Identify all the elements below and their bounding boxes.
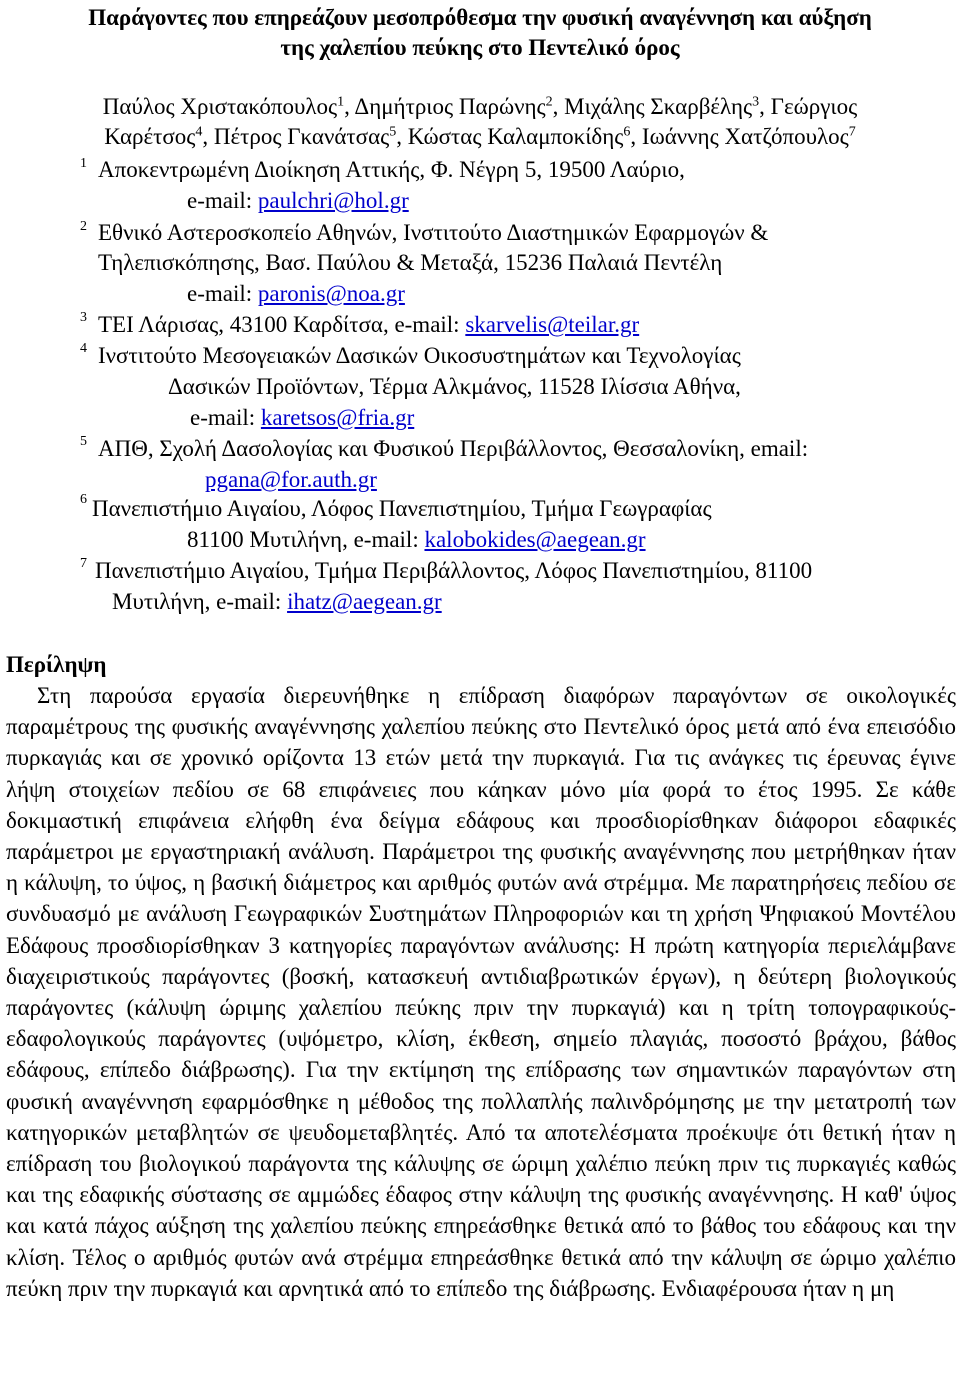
- author-name: , Κώστας Καλαμποκίδης: [396, 124, 624, 149]
- authors-line-1: [0, 92, 960, 122]
- author-affiliation-marker: 2: [545, 94, 553, 110]
- author-name: , Δημήτριος Παρώνης: [344, 94, 546, 119]
- affiliation-2-line-2: Τηλεπισκόπησης, Βασ. Παύλου & Μεταξά, 15236 Παλαιά Πεντέλη: [98, 250, 723, 275]
- affiliation-3-line-1: [98, 310, 639, 340]
- author-name: , Γεώργιος: [759, 94, 858, 119]
- affiliation-text: Μυτιλήνη, e-mail:: [112, 589, 288, 614]
- affiliation-text: 81100 Μυτιλήνη, e-mail:: [187, 527, 425, 552]
- author-name: Καρέτσος: [104, 124, 196, 149]
- affiliation-number: 6: [80, 492, 87, 507]
- author-affiliation-marker: 7: [848, 124, 856, 140]
- affiliation-number: 4: [80, 341, 87, 356]
- email-link[interactable]: paronis@noa.gr: [257, 281, 405, 306]
- abstract-body: [6, 680, 956, 1304]
- affiliation-text: ΤΕΙ Λάρισας, 43100 Καρδίτσα, e-mail:: [98, 312, 466, 337]
- affiliation-1-line-1: Αποκεντρωμένη Διοίκηση Αττικής, Φ. Νέγρη 5, 19500 Λαύριο,: [98, 157, 685, 182]
- affiliation-4-email-line: [190, 403, 414, 433]
- author-affiliation-marker: 1: [337, 94, 345, 110]
- affiliation-6-line-1: Πανεπιστήμιο Αιγαίου, Λόφος Πανεπιστημίου, Τμήμα Γεωγραφίας: [92, 496, 712, 521]
- affiliation-2-email-line: [187, 279, 405, 309]
- affiliation-6-line-2: [187, 525, 646, 555]
- email-label: e-mail:: [187, 188, 258, 213]
- abstract-paragraph: Στη παρούσα εργασία διερευνήθηκε η επίδραση διαφόρων παραγόντων σε οικολογικές παραμέτρους της φυσικής αναγέννησης χαλεπίου πεύκης στο Πεντελικό όρος μετά από ένα επεισόδιο πυρκαγιάς και σε χρονικό ορίζοντα 13 ετών μετά την πυρκαγιά. Για τις ανάγκες τις έρευνας έγινε λήψη στοιχείων πεδίου σε 68 επιφάνειες που κάηκαν μόνο μία φορά το έτος 1995. Σε κάθε δοκιμαστική επιφάνεια ελήφθη ένα δείγμα εδάφους και προσδιορίσθηκαν διάφοροι εδαφικές παράμετροι με εργαστηριακή ανάλυση. Παράμετροι της φυσικής αναγέννησης που μετρήθηκαν ήταν η κάλυψη, το ύψος, η βασική διάμετρος και αριθμός φυτών ανά στρέμμα. Με παρατηρήσεις πεδίου σε συνδυασμό με ανάλυση Γεωγραφικών Συστημάτων Πληροφοριών και τη χρήση Ψηφιακού Μοντέλου Εδάφους προσδιορίσθηκαν 3 κατηγορίες παραγόντων ανάλυσης: Η πρώτη κατηγορία περιελάμβανε διαχειριστικούς παράγοντες (βοσκή, κατασκευή αντιδιαβρωτικών έργων), η δεύτερη βιολογικούς παράγοντες (κάλυψη ώριμης χαλεπίου πεύκης πριν την πυρκαγιά) και η τρίτη τοπογραφικούς-εδαφολογικούς παράγοντες (υψόμετρο, κλίση, έκθεση, σημείο πλαγιάς, ποσοστό βράχου, βάθος εδάφους, επίπεδο διάβρωσης). Για την εκτίμηση της επίδρασης των σημαντικών παραγόντων στη φυσική αναγέννηση εφαρμόσθηκε η μέθοδος της πολλαπλής παλινδρόμησης με την μετατροπή των κατηγορικών μεταβλητών σε ψευδομεταβλητές. Από τα αποτελέσματα προέκυψε ότι θετική ήταν η επίδραση του βιολογικού παράγοντα της κάλυψης σε ώριμη χαλέπιο πεύκη πριν τις πυρκαγιές καθώς και της εδαφικής σύστασης σε αμμώδες έδαφος στην κάλυψη της φυσικής αναγέννησης. Η καθ' ύψος και κατά πάχος αύξηση της χαλεπίου πεύκης επηρεάσθηκε θετικά από το βάθος του εδάφους και την κλίση. Τέλος ο αριθμός φυτών ανά στρέμμα επηρεάσθηκε θετικά από την κάλυψη σε ώριμο χαλέπιο πεύκη πριν την πυρκαγιά και αρνητικά από το επίπεδο της διάβρωσης. Ενδιαφέρουσα ήταν η μη: [6, 683, 956, 1301]
- affiliation-number: 5: [80, 434, 87, 449]
- author-name: , Πέτρος Γκανάτσας: [202, 124, 390, 149]
- email-link[interactable]: kalobokides@aegean.gr: [424, 527, 646, 552]
- affiliation-number: 2: [80, 219, 87, 234]
- author-affiliation-marker: 5: [389, 124, 397, 140]
- paper-title-line-1: Παράγοντες που επηρεάζουν μεσοπρόθεσμα την φυσική αναγέννηση και αύξηση: [88, 5, 872, 30]
- affiliation-4-line-1: Ινστιτούτο Μεσογειακών Δασικών Οικοσυστημάτων και Τεχνολογίας: [98, 343, 741, 368]
- affiliation-5-line-1: ΑΠΘ, Σχολή Δασολογίας και Φυσικού Περιβάλλοντος, Θεσσαλονίκη, email:: [98, 436, 809, 461]
- author-affiliation-marker: 4: [195, 124, 203, 140]
- email-label: e-mail:: [187, 281, 258, 306]
- affiliation-1-email-line: [187, 186, 409, 216]
- affiliation-number: 3: [80, 310, 87, 325]
- affiliation-7-line-2: [112, 587, 442, 617]
- author-affiliation-marker: 6: [623, 124, 631, 140]
- affiliation-number: 1: [80, 156, 87, 171]
- affiliation-number: 7: [80, 556, 87, 571]
- author-name: , Μιχάλης Σκαρβέλης: [552, 94, 753, 119]
- email-link[interactable]: paulchri@hol.gr: [257, 188, 409, 213]
- author-name: , Ιωάννης Χατζόπουλος: [630, 124, 849, 149]
- affiliation-4-line-2: Δασικών Προϊόντων, Τέρμα Αλκμάνος, 11528 Ιλίσσια Αθήνα,: [168, 374, 741, 399]
- author-name: Παύλος Χριστακόπουλος: [102, 94, 338, 119]
- email-link[interactable]: ihatz@aegean.gr: [287, 589, 442, 614]
- email-link[interactable]: skarvelis@teilar.gr: [465, 312, 640, 337]
- authors-line-2: [0, 122, 960, 152]
- paper-title-line-2: της χαλεπίου πεύκης στο Πεντελικό όρος: [280, 35, 680, 60]
- email-link[interactable]: karetsos@fria.gr: [260, 405, 415, 430]
- email-link[interactable]: pgana@for.auth.gr: [205, 467, 377, 492]
- abstract-heading: Περίληψη: [6, 652, 107, 677]
- affiliation-2-line-1: Εθνικό Αστεροσκοπείο Αθηνών, Ινστιτούτο Διαστημικών Εφαρμογών &: [98, 220, 769, 245]
- affiliation-5-email-line: [205, 465, 377, 495]
- affiliation-7-line-1: Πανεπιστήμιο Αιγαίου, Τμήμα Περιβάλλοντος, Λόφος Πανεπιστημίου, 81100: [95, 558, 813, 583]
- email-label: e-mail:: [190, 405, 261, 430]
- author-affiliation-marker: 3: [752, 94, 760, 110]
